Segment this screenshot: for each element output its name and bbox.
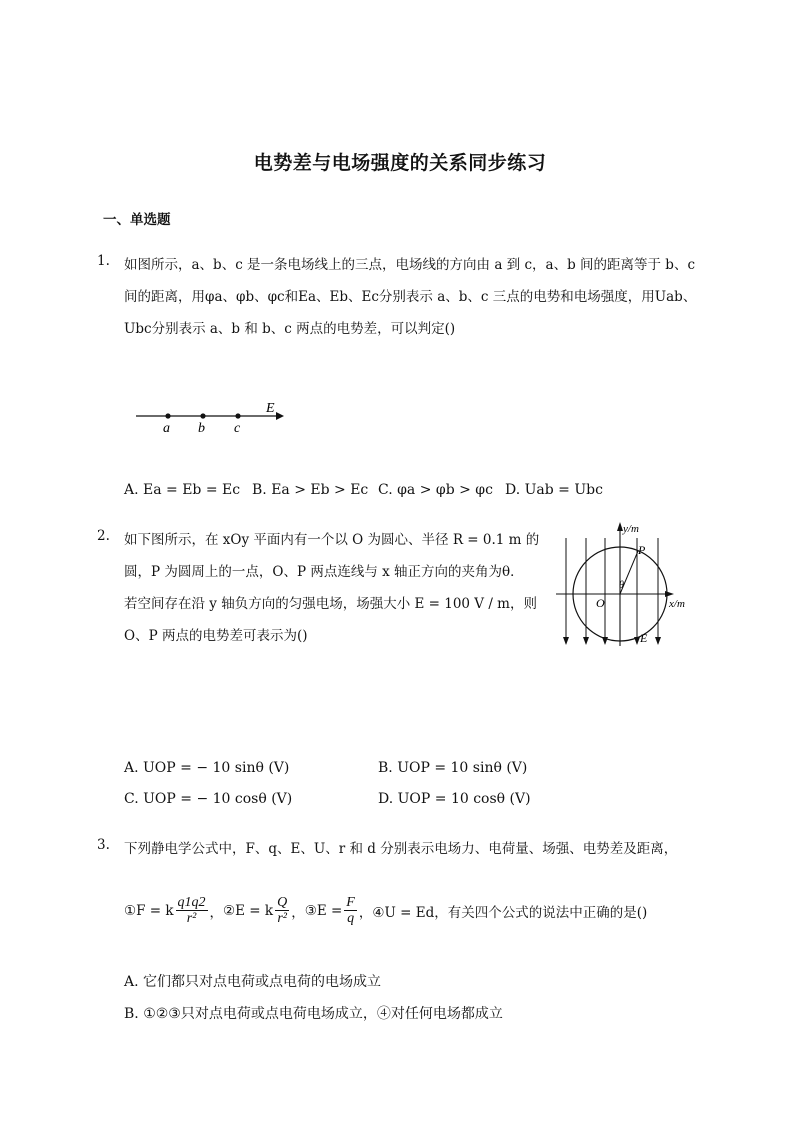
formula-2-numerator: Q	[277, 895, 288, 910]
formula-2-fraction	[275, 895, 289, 926]
origin-label: O	[596, 596, 605, 610]
formula-4: ④U = Ed，	[372, 904, 448, 921]
question-2-line-1: 如下图所示，在 xOy 平面内有一个以 O 为圆心、半径 R = 0.1 m 的	[124, 532, 540, 548]
formula-3-fraction	[344, 895, 357, 926]
formula-1-denominator: r²	[186, 911, 197, 926]
q3-option-b[interactable]: B. ①②③只对点电荷或点电荷电场成立，④对任何电场都成立	[124, 1006, 503, 1022]
label-b: b	[198, 421, 205, 436]
label-c: c	[234, 421, 241, 436]
label-a: a	[163, 421, 170, 436]
question-2-line-3: 若空间存在沿 y 轴负方向的匀强电场，场强大小 E = 100 V / m，则	[124, 596, 537, 612]
formula-1-numerator: q1q2	[177, 895, 206, 910]
question-3-line-1: 下列静电学公式中，F、q、E、U、r 和 d 分别表示电场力、电荷量、场强、电势差及距离，	[124, 841, 678, 857]
question-2-line-4: O、P 两点的电势差可表示为()	[124, 628, 308, 644]
formula-1-fraction	[176, 895, 208, 926]
q3-option-a[interactable]: A. 它们都只对点电荷或点电荷的电场成立	[124, 974, 382, 990]
x-axis-label: x/m	[669, 598, 685, 610]
question-number: 2.	[97, 528, 110, 544]
formula-2-lhs: ②E = k	[223, 902, 274, 919]
formula-2-denominator: r²	[277, 911, 287, 926]
x-axis-arrow	[665, 591, 674, 597]
field-arrow-head	[563, 637, 569, 645]
question-1-line-2: 间的距离，用φa、φb、φc和Ea、Eb、Ec分别表示 a、b、c 三点的电势和电场强度，用Uab、	[124, 289, 697, 305]
formula-line: ①F = k $\frac{q1q2}{\text{r²}}$ ， ②E = k $\frac{Q}{\text{r²}}$ ， ③E = $\frac{F}{q}$ ， ④U = Ed， 有关四个公式的说法中正确的是()	[124, 895, 648, 926]
point-b	[200, 413, 205, 418]
section-heading: 一、单选题	[103, 212, 171, 228]
angle-label: θ	[619, 580, 624, 591]
field-E-label: E	[640, 631, 648, 645]
formula-1-lhs: ①F = k	[124, 902, 174, 919]
formula-3-denominator: q	[347, 911, 355, 926]
question-number: 1.	[97, 253, 110, 269]
circle-field-figure	[548, 518, 698, 650]
question-number: 3.	[97, 837, 110, 853]
q1-option-d[interactable]: D. Uab = Ubc	[505, 482, 603, 498]
field-arrow-head	[655, 637, 661, 645]
question-2-line-2: 圆，P 为圆周上的一点，O、P 两点连线与 x 轴正方向的夹角为θ．	[124, 564, 524, 580]
field-arrow-head	[276, 412, 284, 420]
formula-tail: 有关四个公式的说法中正确的是()	[447, 904, 648, 921]
q2-option-b[interactable]: B. UOP = 10 sinθ (V)	[378, 760, 528, 776]
formula-3-numerator: F	[346, 895, 355, 910]
point-a	[165, 413, 170, 418]
q1-option-b[interactable]: B. Ea > Eb > Ec	[252, 482, 369, 498]
field-arrow-head	[583, 637, 589, 645]
point-P-label: P	[638, 543, 646, 557]
q2-option-c[interactable]: C. UOP = − 10 cosθ (V)	[124, 791, 293, 807]
label-E: E	[266, 401, 275, 416]
point-c	[235, 413, 240, 418]
y-axis-label: y/m	[623, 523, 639, 535]
formula-3-lhs: ③E =	[304, 902, 343, 919]
q1-option-a[interactable]: A. Ea = Eb = Ec	[124, 482, 241, 498]
q2-option-a[interactable]: A. UOP = − 10 sinθ (V)	[124, 760, 290, 776]
question-1-line-1: 如图所示，a、b、c 是一条电场线上的三点，电场线的方向由 a 到 c，a、b 间的距离等于 b、c	[124, 257, 696, 273]
q2-option-d[interactable]: D. UOP = 10 cosθ (V)	[378, 791, 531, 807]
question-1-line-3: Ubc分别表示 a、b 和 b、c 两点的电势差，可以判定()	[124, 321, 456, 337]
page-title: 电势差与电场强度的关系同步练习	[253, 152, 547, 174]
q1-option-c[interactable]: C. φa > φb > φc	[378, 482, 493, 498]
field-line-figure	[130, 398, 290, 438]
